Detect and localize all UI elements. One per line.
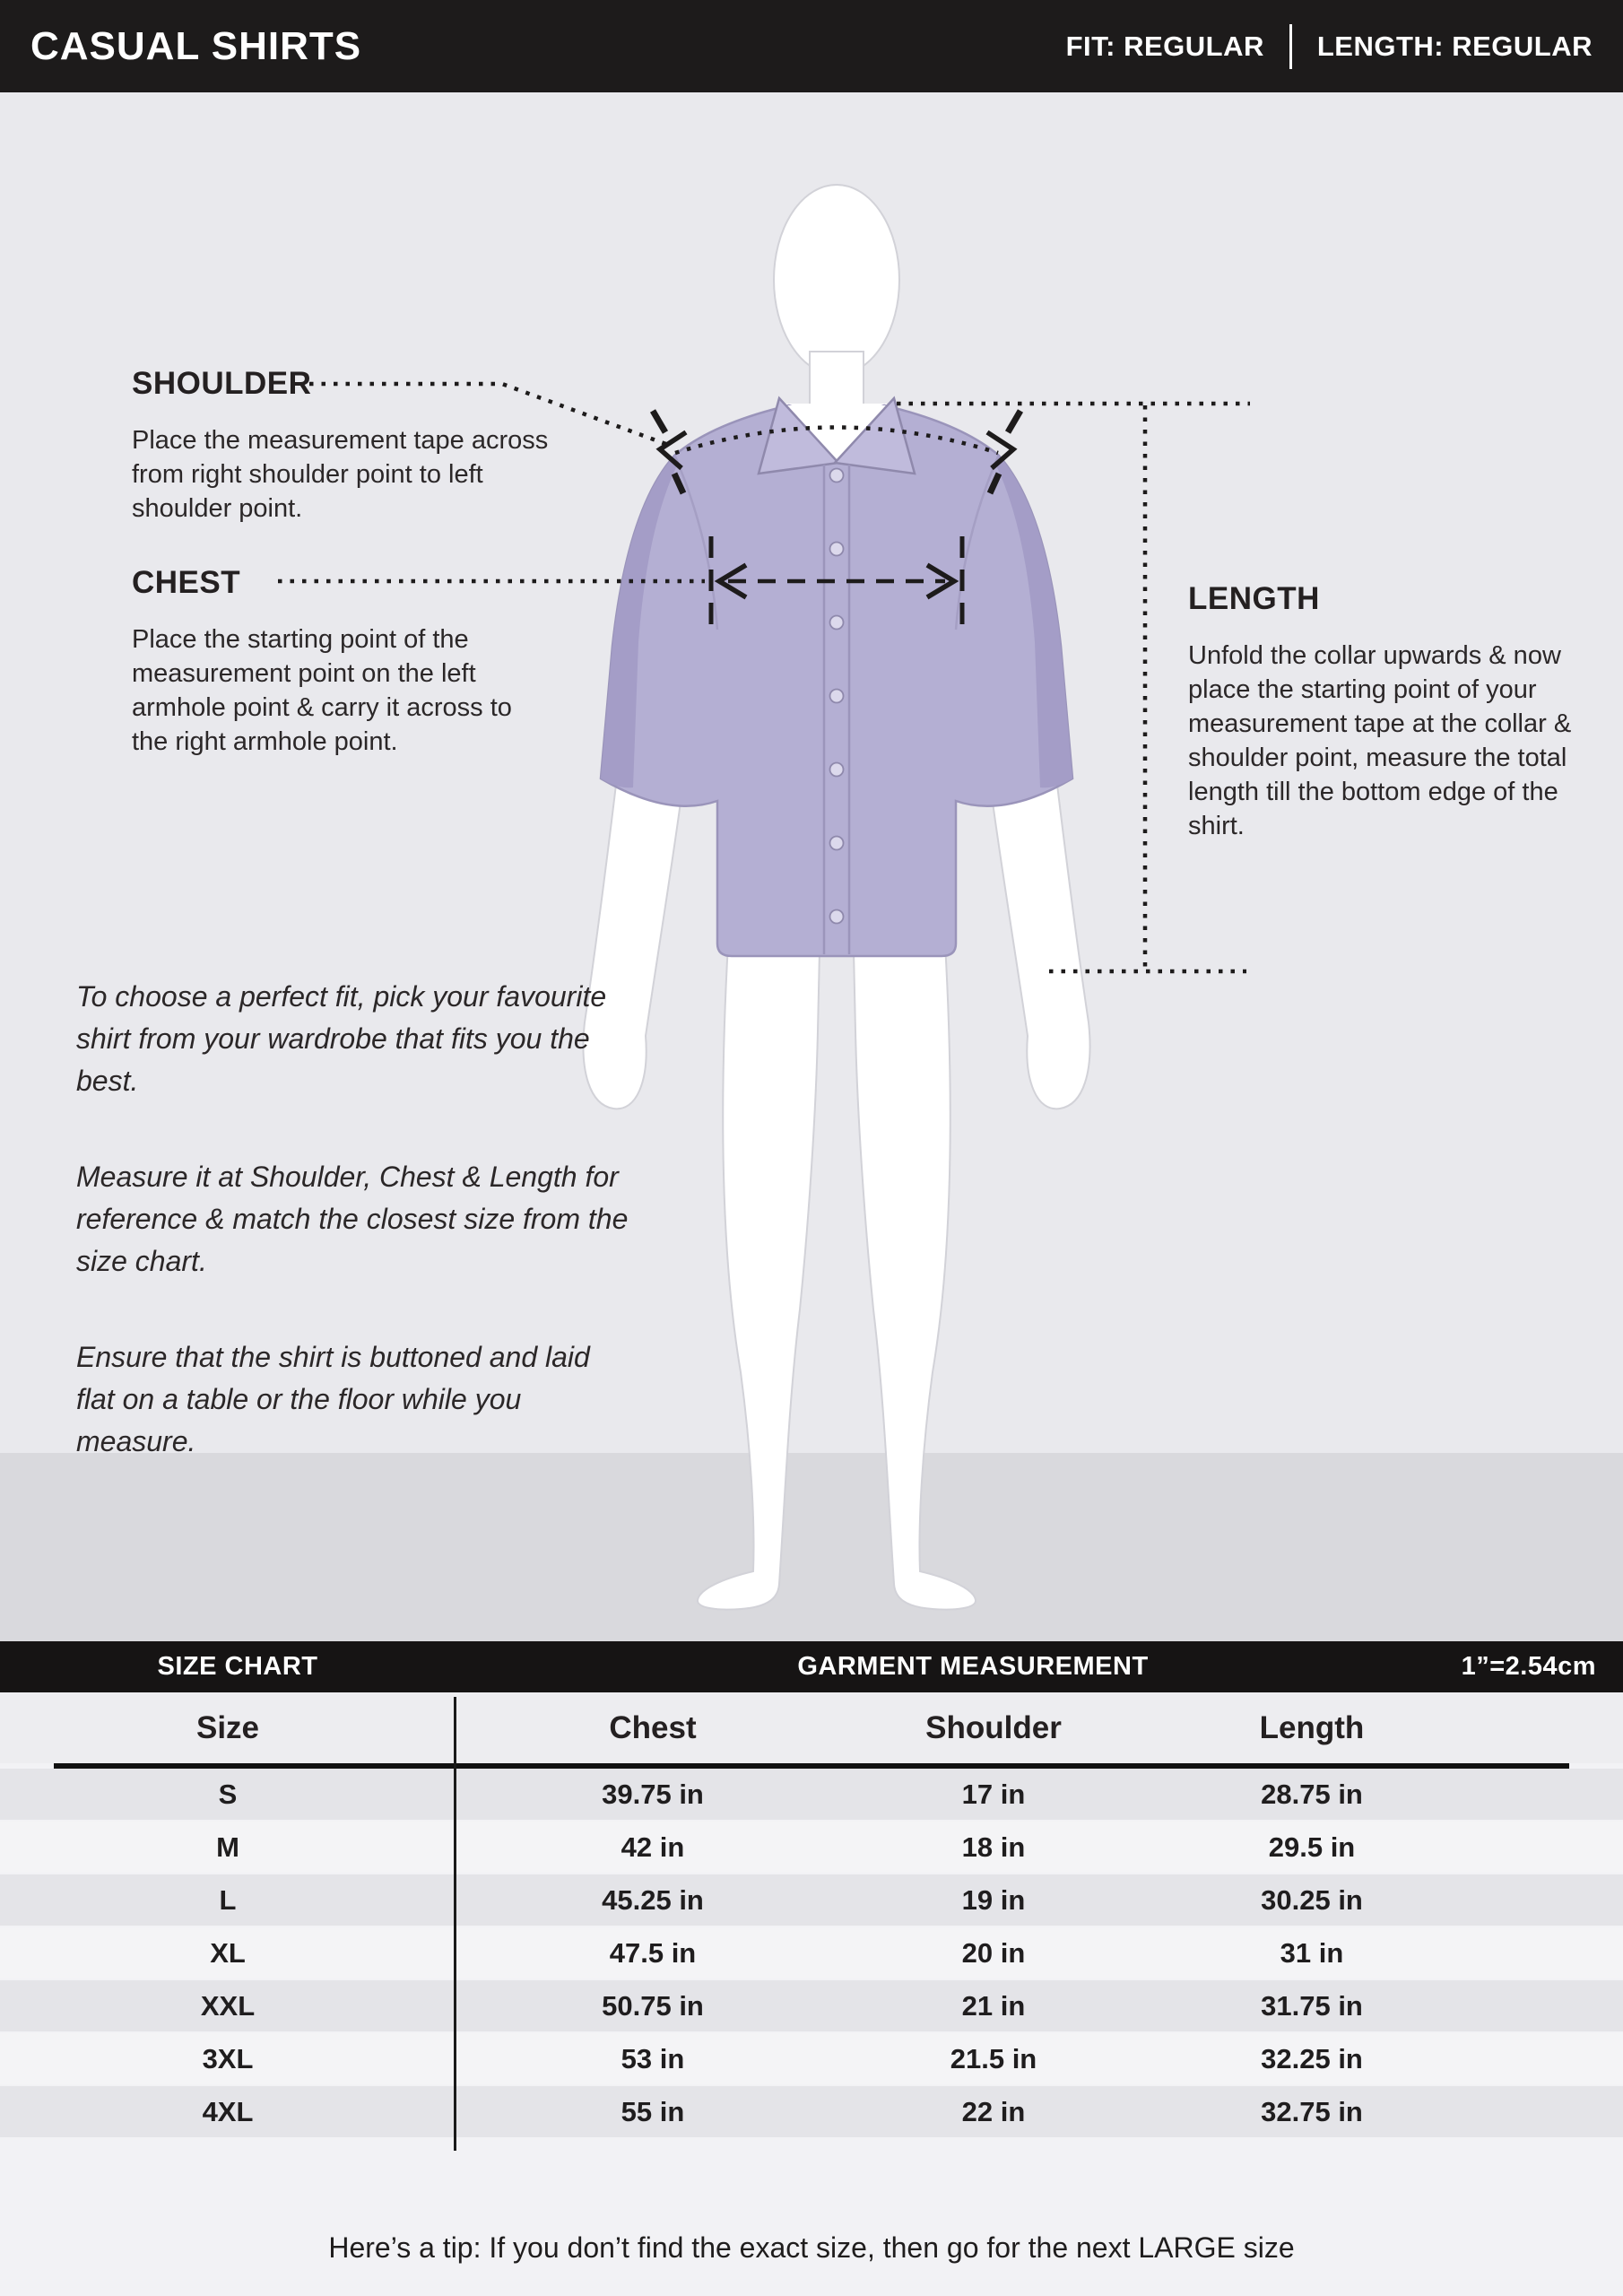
length-value: 29.5 in — [1268, 1831, 1356, 1863]
garment-measurement-label: GARMENT MEASUREMENT — [797, 1652, 1149, 1681]
size-value: M — [216, 1831, 239, 1863]
table-row — [0, 2033, 1623, 2084]
tip-paragraph: Measure it at Shoulder, Chest & Length for reference & match the closest size from the size chart. — [76, 1161, 629, 1277]
shoulder-value: 21 in — [961, 1990, 1026, 2022]
length-value: 31 in — [1280, 1937, 1344, 1969]
column-header-size: Size — [195, 1710, 260, 1745]
table-row — [0, 2086, 1623, 2137]
shoulder-value: 18 in — [961, 1831, 1026, 1863]
shoulder-value: 20 in — [961, 1937, 1026, 1969]
chest-value: 53 in — [621, 2043, 685, 2074]
length-value: 32.75 in — [1261, 2096, 1363, 2127]
size-value: 4XL — [202, 2096, 254, 2127]
shoulder-value: 17 in — [961, 1779, 1026, 1810]
shirt-graphic — [601, 398, 1072, 956]
table-header-row — [0, 1692, 1623, 1763]
table-row — [0, 1927, 1623, 1979]
table-column-divider — [454, 1697, 456, 2151]
chest-value: 55 in — [621, 2096, 685, 2127]
body-legs — [698, 944, 976, 1610]
length-value: 31.75 in — [1261, 1990, 1363, 2022]
shoulder-value: 22 in — [961, 2096, 1026, 2127]
size-value: 3XL — [202, 2043, 254, 2074]
header-separator — [1289, 24, 1292, 69]
chest-value: 39.75 in — [602, 1779, 704, 1810]
table-row — [0, 1769, 1623, 1820]
page-title: CASUAL SHIRTS — [30, 23, 362, 68]
size-value: S — [218, 1779, 238, 1810]
length-label: LENGTH: REGULAR — [1316, 30, 1593, 62]
tip-paragraph: To choose a perfect fit, pick your favourite shirt from your wardrobe that fits you the best. — [76, 980, 607, 1097]
length-heading: LENGTH — [1188, 581, 1320, 616]
table-row — [0, 1874, 1623, 1926]
table-row — [0, 1822, 1623, 1873]
fit-label: FIT: REGULAR — [1065, 30, 1264, 62]
shoulder-heading: SHOULDER — [132, 366, 312, 401]
column-header-chest: Chest — [609, 1710, 697, 1745]
size-value: XL — [210, 1937, 246, 1969]
chest-value: 42 in — [621, 1831, 685, 1863]
chest-description: Place the starting point of the measurement point on the left armhole point & carry it across to the right armhole point. — [132, 625, 512, 756]
chest-value: 45.25 in — [602, 1884, 704, 1916]
length-value: 30.25 in — [1261, 1884, 1363, 1916]
chest-heading: CHEST — [132, 565, 241, 600]
footer-tip: Here’s a tip: If you don’t find the exact size, then go for the next LARGE size — [328, 2231, 1295, 2264]
unit-conversion-label: 1”=2.54cm — [1461, 1652, 1596, 1681]
size-chart-label: SIZE CHART — [157, 1652, 318, 1681]
header-bar — [0, 0, 1623, 92]
size-chart-title-bar — [0, 1641, 1623, 1692]
size-value: XXL — [200, 1990, 256, 2022]
fit-tips — [76, 976, 632, 1517]
column-header-shoulder: Shoulder — [925, 1710, 1062, 1745]
tip-paragraph: Ensure that the shirt is buttoned and laid flat on a table or the floor while you measure. — [76, 1341, 590, 1457]
size-value: L — [219, 1884, 237, 1916]
shoulder-value: 21.5 in — [950, 2043, 1037, 2074]
length-value: 32.25 in — [1261, 2043, 1363, 2074]
length-description: Unfold the collar upwards & now place the starting point of your measurement tape at the collar & shoulder point, measure the total length till the bottom edge of the shirt. — [1188, 641, 1572, 840]
shoulder-value: 19 in — [961, 1884, 1026, 1916]
length-value: 28.75 in — [1261, 1779, 1363, 1810]
shoulder-description: Place the measurement tape across from right shoulder point to left shoulder point. — [132, 426, 549, 523]
size-table-body — [0, 1769, 1623, 2139]
chest-value: 47.5 in — [609, 1937, 697, 1969]
table-row — [0, 1980, 1623, 2031]
column-header-length: Length — [1259, 1710, 1365, 1745]
chest-value: 50.75 in — [602, 1990, 704, 2022]
